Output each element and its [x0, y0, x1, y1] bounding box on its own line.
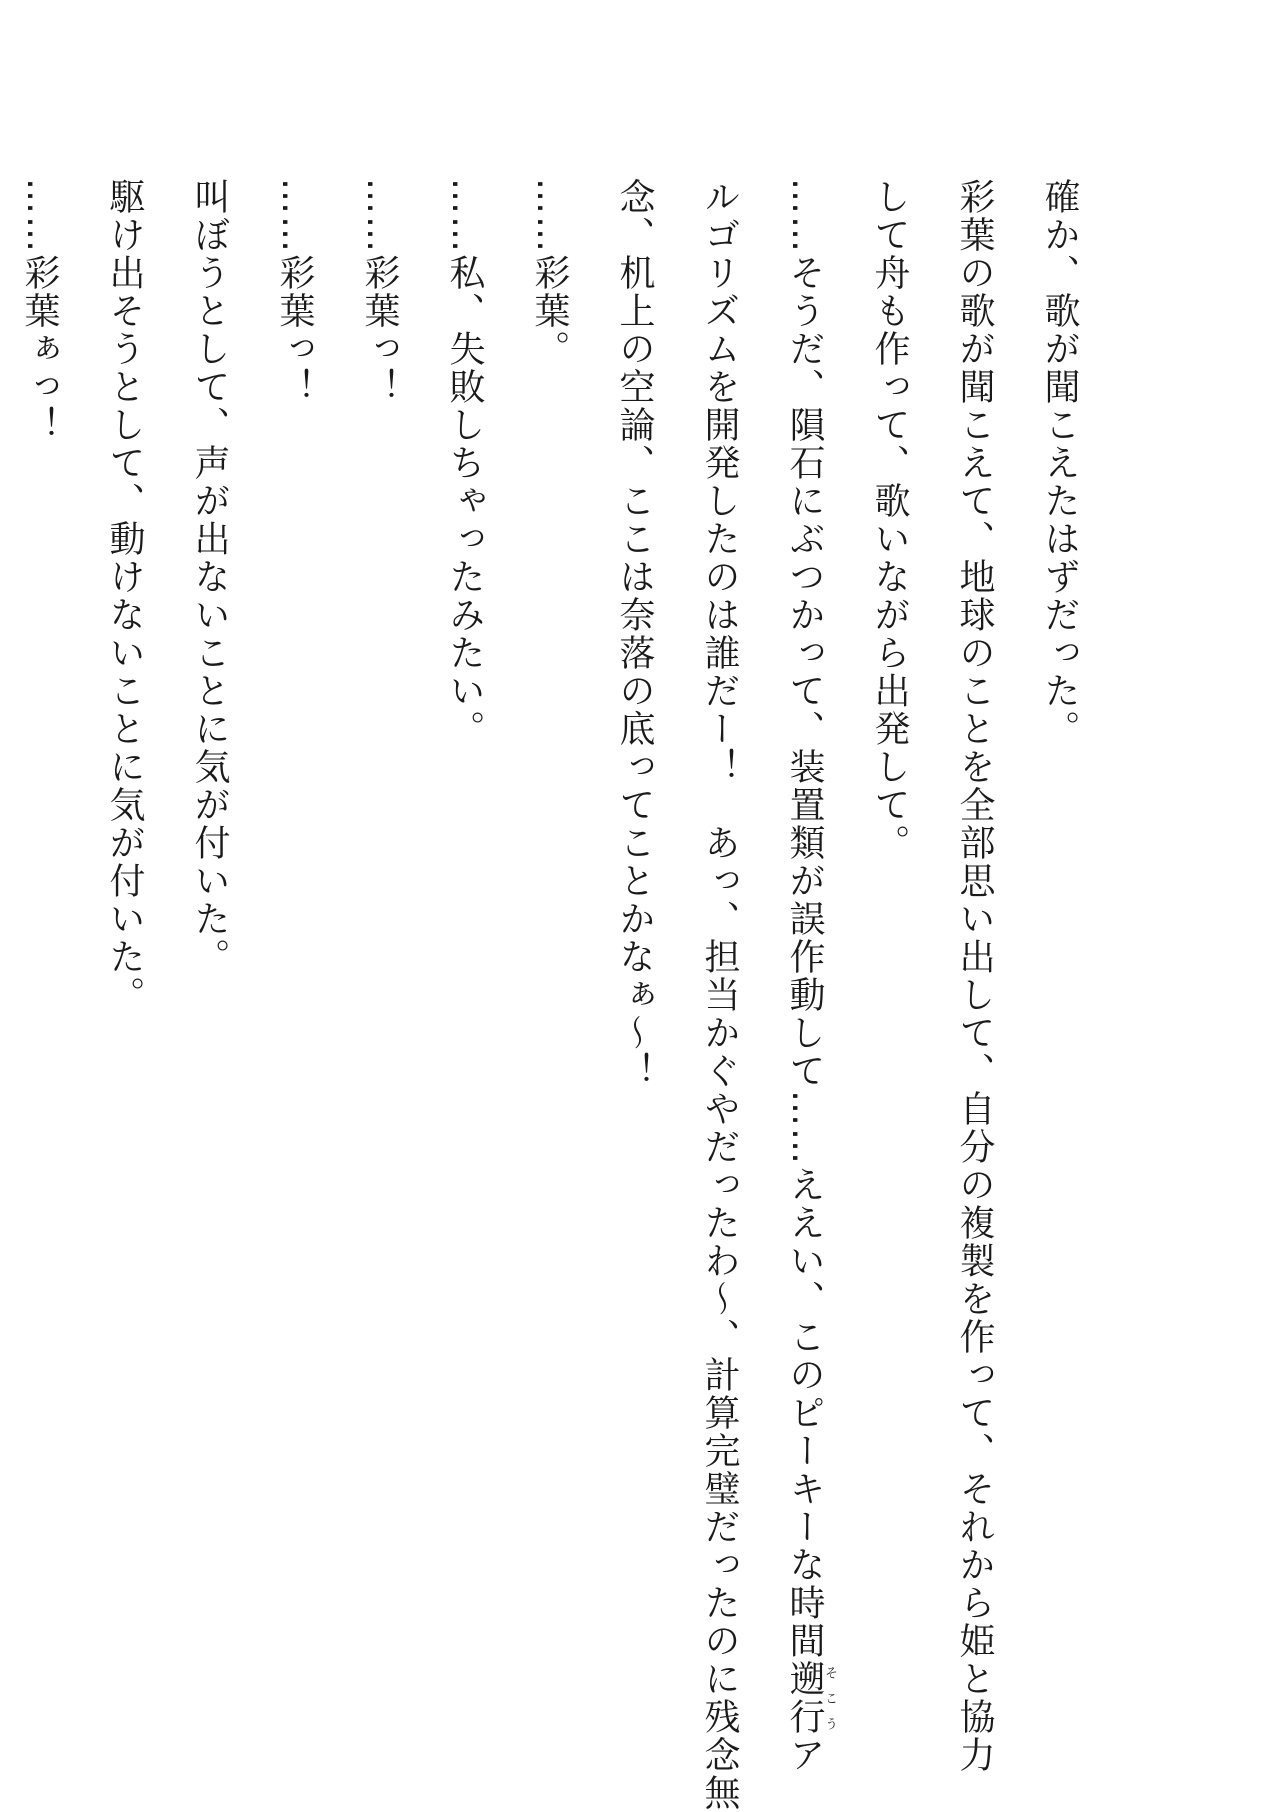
text-line-9: ……彩葉っ！ [359, 178, 400, 406]
text-line-4 [762, 178, 847, 1774]
ruby-soko-base: 遡行 [784, 1660, 825, 1736]
vertical-text-block [19, 178, 1102, 1812]
text-line-4-tail: ア [784, 1736, 825, 1774]
text-line-2: 彩葉の歌が聞こえて、地球のことを全部思い出して、自分の複製を作って、それから姫と協力 [954, 178, 995, 1774]
text-line-8: ……私、失敗しちゃったみたい。 [444, 178, 485, 748]
text-line-6: 念、机上の空論、ここは奈落の底ってことかなぁ〜！ [614, 178, 655, 1090]
text-line-13: ……彩葉ぁっ！ [19, 178, 60, 444]
text-line-7: ……彩葉。 [529, 178, 570, 368]
text-line-12: 駆け出そうとして、動けないことに気が付いた。 [104, 178, 145, 1014]
text-line-10: ……彩葉っ！ [274, 178, 315, 406]
ruby-soko [784, 1660, 837, 1736]
text-line-4-body: ……そうだ、隕石にぶつかって、装置類が誤作動して……ええい、このピーキーな時間 [784, 178, 825, 1660]
text-line-5: ルゴリズムを開発したのは誰だー！ あっ、担当かぐやだったわ〜、計算完璧だったのに残念無 [699, 178, 740, 1812]
text-line-11: 叫ぼうとして、声が出ないことに気が付いた。 [189, 178, 230, 976]
ruby-soko-reading: そこう [822, 1660, 837, 1736]
text-line-3: して舟も作って、歌いながら出発して。 [869, 178, 910, 862]
text-line-1: 確か、歌が聞こえたはずだった。 [1039, 178, 1080, 748]
